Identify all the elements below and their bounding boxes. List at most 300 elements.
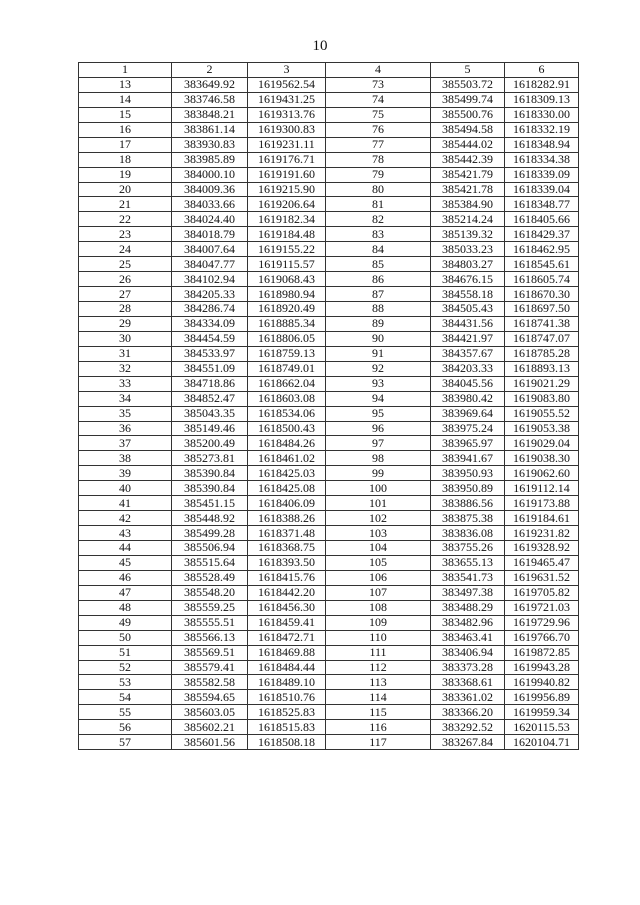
table-row <box>79 645 579 660</box>
coord-x-cell: 385442.39 <box>431 152 505 167</box>
point-number-cell: 94 <box>326 391 431 406</box>
table-row <box>79 451 579 466</box>
table-row <box>79 272 579 287</box>
coord-x-cell: 385528.49 <box>172 570 248 585</box>
coord-x-cell: 385043.35 <box>172 406 248 421</box>
point-number-cell: 110 <box>326 630 431 645</box>
coord-x-cell: 385390.84 <box>172 481 248 496</box>
table-row <box>79 555 579 570</box>
coord-y-cell: 1618920.49 <box>248 302 326 317</box>
coord-y-cell: 1619029.04 <box>505 436 579 451</box>
table-row <box>79 182 579 197</box>
coord-x-cell: 385582.58 <box>172 675 248 690</box>
coord-y-cell: 1619956.89 <box>505 690 579 705</box>
table-row <box>79 346 579 361</box>
point-number-cell: 44 <box>79 541 172 556</box>
coord-x-cell: 384431.56 <box>431 316 505 331</box>
coord-y-cell: 1618525.83 <box>248 705 326 720</box>
coord-y-cell: 1618459.41 <box>248 615 326 630</box>
coord-y-cell: 1618330.00 <box>505 107 579 122</box>
coord-x-cell: 385566.13 <box>172 630 248 645</box>
coord-y-cell: 1618741.38 <box>505 316 579 331</box>
coord-y-cell: 1618785.28 <box>505 346 579 361</box>
coord-y-cell: 1618309.13 <box>505 92 579 107</box>
coord-y-cell: 1619206.64 <box>248 197 326 212</box>
coord-y-cell: 1618510.76 <box>248 690 326 705</box>
coord-x-cell: 384718.86 <box>172 376 248 391</box>
coord-x-cell: 385139.32 <box>431 227 505 242</box>
point-number-cell: 36 <box>79 421 172 436</box>
coord-x-cell: 384357.67 <box>431 346 505 361</box>
point-number-cell: 43 <box>79 526 172 541</box>
coord-x-cell: 384033.66 <box>172 197 248 212</box>
page-number: 10 <box>312 38 328 54</box>
coord-y-cell: 1619112.14 <box>505 481 579 496</box>
coord-x-cell: 385603.05 <box>172 705 248 720</box>
coord-y-cell: 1618670.30 <box>505 287 579 302</box>
table-body <box>79 77 579 749</box>
table-row <box>79 436 579 451</box>
point-number-cell: 25 <box>79 257 172 272</box>
coord-x-cell: 385548.20 <box>172 585 248 600</box>
point-number-cell: 86 <box>326 272 431 287</box>
coord-x-cell: 383463.41 <box>431 630 505 645</box>
coord-x-cell: 385390.84 <box>172 466 248 481</box>
coord-x-cell: 383292.52 <box>431 720 505 735</box>
coord-y-cell: 1620104.71 <box>505 735 579 750</box>
coord-x-cell: 383875.38 <box>431 511 505 526</box>
coord-y-cell: 1619182.34 <box>248 212 326 227</box>
point-number-cell: 56 <box>79 720 172 735</box>
point-number-cell: 41 <box>79 496 172 511</box>
coord-x-cell: 384018.79 <box>172 227 248 242</box>
point-number-cell: 31 <box>79 346 172 361</box>
point-number-cell: 115 <box>326 705 431 720</box>
column-header: 2 <box>172 63 248 78</box>
table-row <box>79 615 579 630</box>
coord-y-cell: 1618332.19 <box>505 122 579 137</box>
coord-y-cell: 1619313.76 <box>248 107 326 122</box>
coord-y-cell: 1618489.10 <box>248 675 326 690</box>
coord-x-cell: 385384.90 <box>431 197 505 212</box>
coord-x-cell: 383848.21 <box>172 107 248 122</box>
coord-x-cell: 385421.79 <box>431 167 505 182</box>
point-number-cell: 93 <box>326 376 431 391</box>
column-header: 4 <box>326 63 431 78</box>
point-number-cell: 99 <box>326 466 431 481</box>
table-row <box>79 496 579 511</box>
point-number-cell: 106 <box>326 570 431 585</box>
table-row <box>79 212 579 227</box>
point-number-cell: 73 <box>326 77 431 92</box>
coord-x-cell: 384551.09 <box>172 361 248 376</box>
table-row <box>79 152 579 167</box>
table-row <box>79 421 579 436</box>
point-number-cell: 101 <box>326 496 431 511</box>
coord-y-cell: 1618348.77 <box>505 197 579 212</box>
coord-y-cell: 1618605.74 <box>505 272 579 287</box>
point-number-cell: 52 <box>79 660 172 675</box>
coord-x-cell: 385579.41 <box>172 660 248 675</box>
coord-x-cell: 383755.26 <box>431 541 505 556</box>
coord-y-cell: 1618885.34 <box>248 316 326 331</box>
coord-x-cell: 383980.42 <box>431 391 505 406</box>
point-number-cell: 83 <box>326 227 431 242</box>
table-row <box>79 391 579 406</box>
coord-y-cell: 1618662.04 <box>248 376 326 391</box>
point-number-cell: 40 <box>79 481 172 496</box>
coord-x-cell: 385214.24 <box>431 212 505 227</box>
coord-y-cell: 1618462.95 <box>505 242 579 257</box>
point-number-cell: 97 <box>326 436 431 451</box>
coord-y-cell: 1619562.54 <box>248 77 326 92</box>
point-number-cell: 34 <box>79 391 172 406</box>
coord-y-cell: 1619943.28 <box>505 660 579 675</box>
point-number-cell: 19 <box>79 167 172 182</box>
coord-y-cell: 1618339.04 <box>505 182 579 197</box>
coord-y-cell: 1618368.75 <box>248 541 326 556</box>
point-number-cell: 35 <box>79 406 172 421</box>
coord-x-cell: 385451.15 <box>172 496 248 511</box>
table-row <box>79 376 579 391</box>
point-number-cell: 95 <box>326 406 431 421</box>
coord-y-cell: 1619231.82 <box>505 526 579 541</box>
coord-y-cell: 1618484.44 <box>248 660 326 675</box>
point-number-cell: 108 <box>326 600 431 615</box>
coord-x-cell: 383941.67 <box>431 451 505 466</box>
point-number-cell: 80 <box>326 182 431 197</box>
coord-x-cell: 385555.51 <box>172 615 248 630</box>
coord-y-cell: 1620115.53 <box>505 720 579 735</box>
coord-x-cell: 383366.20 <box>431 705 505 720</box>
point-number-cell: 47 <box>79 585 172 600</box>
table-header-row <box>79 63 579 78</box>
point-number-cell: 114 <box>326 690 431 705</box>
coord-x-cell: 384047.77 <box>172 257 248 272</box>
coord-y-cell: 1619300.83 <box>248 122 326 137</box>
table-row <box>79 316 579 331</box>
coord-y-cell: 1619766.70 <box>505 630 579 645</box>
coord-y-cell: 1619721.03 <box>505 600 579 615</box>
table-row <box>79 511 579 526</box>
coord-y-cell: 1619115.57 <box>248 257 326 272</box>
coord-x-cell: 385499.74 <box>431 92 505 107</box>
coord-y-cell: 1619215.90 <box>248 182 326 197</box>
point-number-cell: 23 <box>79 227 172 242</box>
coord-y-cell: 1618508.18 <box>248 735 326 750</box>
coord-x-cell: 383965.97 <box>431 436 505 451</box>
coord-x-cell: 385273.81 <box>172 451 248 466</box>
point-number-cell: 82 <box>326 212 431 227</box>
table-row <box>79 705 579 720</box>
coord-y-cell: 1619191.60 <box>248 167 326 182</box>
table-row <box>79 122 579 137</box>
point-number-cell: 38 <box>79 451 172 466</box>
coord-x-cell: 384007.64 <box>172 242 248 257</box>
coord-x-cell: 384421.97 <box>431 331 505 346</box>
point-number-cell: 22 <box>79 212 172 227</box>
point-number-cell: 28 <box>79 302 172 317</box>
coord-x-cell: 384803.27 <box>431 257 505 272</box>
table-row <box>79 302 579 317</box>
point-number-cell: 16 <box>79 122 172 137</box>
column-header: 5 <box>431 63 505 78</box>
coord-x-cell: 385421.78 <box>431 182 505 197</box>
point-number-cell: 51 <box>79 645 172 660</box>
coord-x-cell: 385149.46 <box>172 421 248 436</box>
table-row <box>79 287 579 302</box>
coord-x-cell: 383649.92 <box>172 77 248 92</box>
table-row <box>79 227 579 242</box>
point-number-cell: 24 <box>79 242 172 257</box>
coord-x-cell: 385448.92 <box>172 511 248 526</box>
coord-y-cell: 1618456.30 <box>248 600 326 615</box>
coord-x-cell: 385601.56 <box>172 735 248 750</box>
point-number-cell: 20 <box>79 182 172 197</box>
table-row <box>79 167 579 182</box>
point-number-cell: 117 <box>326 735 431 750</box>
point-number-cell: 102 <box>326 511 431 526</box>
coord-y-cell: 1618980.94 <box>248 287 326 302</box>
coord-y-cell: 1618442.20 <box>248 585 326 600</box>
coord-y-cell: 1619959.34 <box>505 705 579 720</box>
coord-y-cell: 1618515.83 <box>248 720 326 735</box>
column-header: 1 <box>79 63 172 78</box>
coord-x-cell: 384676.15 <box>431 272 505 287</box>
point-number-cell: 42 <box>79 511 172 526</box>
point-number-cell: 84 <box>326 242 431 257</box>
table-row <box>79 92 579 107</box>
coord-y-cell: 1619062.60 <box>505 466 579 481</box>
coord-y-cell: 1619184.61 <box>505 511 579 526</box>
coord-y-cell: 1618388.26 <box>248 511 326 526</box>
coord-x-cell: 384205.33 <box>172 287 248 302</box>
coordinates-table <box>78 62 579 750</box>
point-number-cell: 21 <box>79 197 172 212</box>
point-number-cell: 116 <box>326 720 431 735</box>
table-row <box>79 526 579 541</box>
point-number-cell: 14 <box>79 92 172 107</box>
point-number-cell: 50 <box>79 630 172 645</box>
point-number-cell: 54 <box>79 690 172 705</box>
point-number-cell: 18 <box>79 152 172 167</box>
point-number-cell: 17 <box>79 137 172 152</box>
coord-y-cell: 1618282.91 <box>505 77 579 92</box>
coord-x-cell: 384203.33 <box>431 361 505 376</box>
point-number-cell: 49 <box>79 615 172 630</box>
coord-x-cell: 385200.49 <box>172 436 248 451</box>
coord-x-cell: 384000.10 <box>172 167 248 182</box>
coord-x-cell: 384024.40 <box>172 212 248 227</box>
coord-y-cell: 1619155.22 <box>248 242 326 257</box>
coord-x-cell: 383373.28 <box>431 660 505 675</box>
coord-y-cell: 1619465.47 <box>505 555 579 570</box>
point-number-cell: 77 <box>326 137 431 152</box>
coord-x-cell: 383746.58 <box>172 92 248 107</box>
point-number-cell: 92 <box>326 361 431 376</box>
coord-x-cell: 384102.94 <box>172 272 248 287</box>
table-row <box>79 675 579 690</box>
coord-x-cell: 383950.93 <box>431 466 505 481</box>
point-number-cell: 74 <box>326 92 431 107</box>
coord-y-cell: 1618603.08 <box>248 391 326 406</box>
point-number-cell: 26 <box>79 272 172 287</box>
point-number-cell: 112 <box>326 660 431 675</box>
coord-y-cell: 1618348.94 <box>505 137 579 152</box>
point-number-cell: 98 <box>326 451 431 466</box>
table-row <box>79 77 579 92</box>
table-row <box>79 107 579 122</box>
coord-y-cell: 1618406.09 <box>248 496 326 511</box>
point-number-cell: 45 <box>79 555 172 570</box>
coord-x-cell: 385499.28 <box>172 526 248 541</box>
coord-y-cell: 1619872.85 <box>505 645 579 660</box>
coord-x-cell: 383969.64 <box>431 406 505 421</box>
coord-x-cell: 385515.64 <box>172 555 248 570</box>
coord-y-cell: 1618334.38 <box>505 152 579 167</box>
point-number-cell: 89 <box>326 316 431 331</box>
coord-y-cell: 1619184.48 <box>248 227 326 242</box>
point-number-cell: 96 <box>326 421 431 436</box>
point-number-cell: 32 <box>79 361 172 376</box>
table-row <box>79 361 579 376</box>
point-number-cell: 78 <box>326 152 431 167</box>
coord-x-cell: 383655.13 <box>431 555 505 570</box>
coord-y-cell: 1618393.50 <box>248 555 326 570</box>
point-number-cell: 27 <box>79 287 172 302</box>
coord-x-cell: 385033.23 <box>431 242 505 257</box>
point-number-cell: 48 <box>79 600 172 615</box>
coord-y-cell: 1619021.29 <box>505 376 579 391</box>
point-number-cell: 30 <box>79 331 172 346</box>
point-number-cell: 55 <box>79 705 172 720</box>
coord-y-cell: 1619729.96 <box>505 615 579 630</box>
coord-y-cell: 1619631.52 <box>505 570 579 585</box>
coord-x-cell: 384533.97 <box>172 346 248 361</box>
coord-y-cell: 1619173.88 <box>505 496 579 511</box>
coord-x-cell: 384852.47 <box>172 391 248 406</box>
coord-x-cell: 384505.43 <box>431 302 505 317</box>
coord-y-cell: 1619068.43 <box>248 272 326 287</box>
coord-y-cell: 1619038.30 <box>505 451 579 466</box>
coord-y-cell: 1619083.80 <box>505 391 579 406</box>
coord-y-cell: 1619231.11 <box>248 137 326 152</box>
point-number-cell: 111 <box>326 645 431 660</box>
point-number-cell: 29 <box>79 316 172 331</box>
coord-x-cell: 384454.59 <box>172 331 248 346</box>
coord-x-cell: 383930.83 <box>172 137 248 152</box>
point-number-cell: 90 <box>326 331 431 346</box>
coord-x-cell: 383482.96 <box>431 615 505 630</box>
point-number-cell: 113 <box>326 675 431 690</box>
point-number-cell: 15 <box>79 107 172 122</box>
coord-x-cell: 383406.94 <box>431 645 505 660</box>
coord-x-cell: 383267.84 <box>431 735 505 750</box>
coord-x-cell: 383541.73 <box>431 570 505 585</box>
coord-x-cell: 384334.09 <box>172 316 248 331</box>
coord-x-cell: 385500.76 <box>431 107 505 122</box>
coord-y-cell: 1618429.37 <box>505 227 579 242</box>
coord-y-cell: 1618484.26 <box>248 436 326 451</box>
point-number-cell: 87 <box>326 287 431 302</box>
point-number-cell: 75 <box>326 107 431 122</box>
coord-y-cell: 1618534.06 <box>248 406 326 421</box>
coord-x-cell: 385594.65 <box>172 690 248 705</box>
point-number-cell: 109 <box>326 615 431 630</box>
coord-x-cell: 383985.89 <box>172 152 248 167</box>
coord-y-cell: 1618806.05 <box>248 331 326 346</box>
coord-x-cell: 383497.38 <box>431 585 505 600</box>
coord-y-cell: 1619053.38 <box>505 421 579 436</box>
coord-y-cell: 1618405.66 <box>505 212 579 227</box>
coord-y-cell: 1618425.03 <box>248 466 326 481</box>
coord-x-cell: 385444.02 <box>431 137 505 152</box>
coord-y-cell: 1618759.13 <box>248 346 326 361</box>
table-row <box>79 406 579 421</box>
coord-x-cell: 384009.36 <box>172 182 248 197</box>
point-number-cell: 76 <box>326 122 431 137</box>
coord-x-cell: 385602.21 <box>172 720 248 735</box>
coord-y-cell: 1618500.43 <box>248 421 326 436</box>
coord-x-cell: 385506.94 <box>172 541 248 556</box>
coord-y-cell: 1618469.88 <box>248 645 326 660</box>
point-number-cell: 57 <box>79 735 172 750</box>
coord-y-cell: 1618371.48 <box>248 526 326 541</box>
coord-y-cell: 1619705.82 <box>505 585 579 600</box>
table-row <box>79 690 579 705</box>
coord-y-cell: 1618893.13 <box>505 361 579 376</box>
column-header: 3 <box>248 63 326 78</box>
coord-x-cell: 385569.51 <box>172 645 248 660</box>
point-number-cell: 107 <box>326 585 431 600</box>
point-number-cell: 13 <box>79 77 172 92</box>
coord-y-cell: 1618425.08 <box>248 481 326 496</box>
coord-x-cell: 383975.24 <box>431 421 505 436</box>
point-number-cell: 39 <box>79 466 172 481</box>
point-number-cell: 53 <box>79 675 172 690</box>
table-row <box>79 660 579 675</box>
coord-x-cell: 383836.08 <box>431 526 505 541</box>
table-row <box>79 600 579 615</box>
table-row <box>79 137 579 152</box>
table-row <box>79 585 579 600</box>
table-row <box>79 242 579 257</box>
coord-y-cell: 1618749.01 <box>248 361 326 376</box>
coord-x-cell: 385559.25 <box>172 600 248 615</box>
coord-x-cell: 383361.02 <box>431 690 505 705</box>
point-number-cell: 105 <box>326 555 431 570</box>
coord-x-cell: 383886.56 <box>431 496 505 511</box>
point-number-cell: 37 <box>79 436 172 451</box>
column-header: 6 <box>505 63 579 78</box>
table-row <box>79 720 579 735</box>
table-row <box>79 481 579 496</box>
table-row <box>79 630 579 645</box>
point-number-cell: 81 <box>326 197 431 212</box>
point-number-cell: 79 <box>326 167 431 182</box>
point-number-cell: 103 <box>326 526 431 541</box>
point-number-cell: 85 <box>326 257 431 272</box>
table-row <box>79 570 579 585</box>
coord-y-cell: 1618415.76 <box>248 570 326 585</box>
coord-y-cell: 1619431.25 <box>248 92 326 107</box>
coord-y-cell: 1619940.82 <box>505 675 579 690</box>
point-number-cell: 88 <box>326 302 431 317</box>
coord-x-cell: 384286.74 <box>172 302 248 317</box>
coord-y-cell: 1618697.50 <box>505 302 579 317</box>
coord-y-cell: 1619328.92 <box>505 541 579 556</box>
table-row <box>79 466 579 481</box>
